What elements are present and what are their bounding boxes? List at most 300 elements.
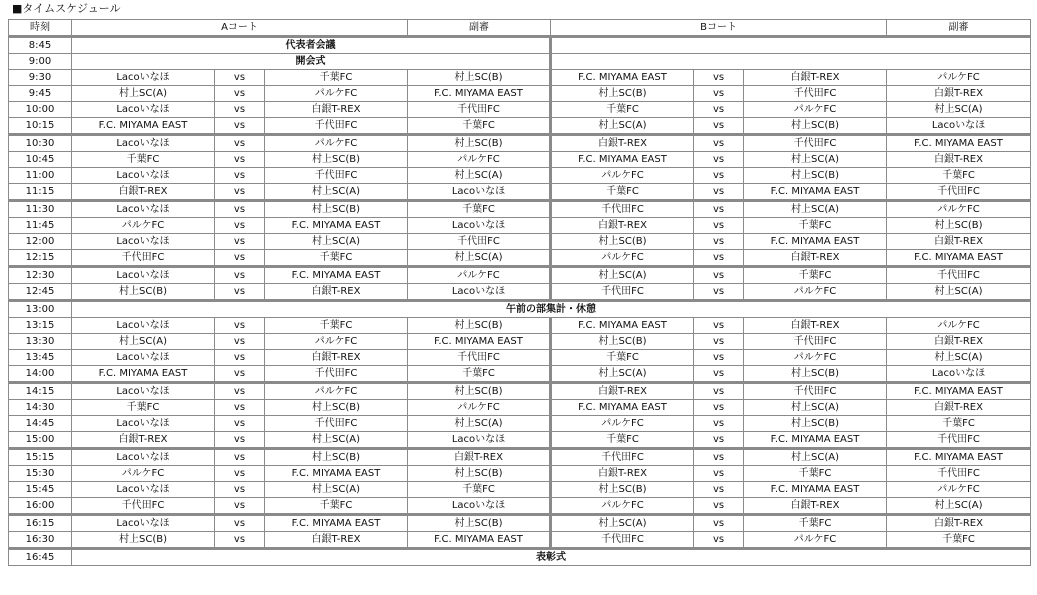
- schedule-row: [9, 201, 1031, 218]
- court-b-team2-cell: パルケFC: [744, 532, 887, 549]
- schedule-row: [9, 152, 1031, 168]
- vs-label: vs: [694, 284, 744, 301]
- court-b-team1-cell: 千葉FC: [551, 432, 694, 449]
- court-a-team2-cell: 千代田FC: [265, 118, 408, 135]
- court-a-team1-cell: Lacoいなほ: [72, 70, 215, 86]
- court-b-team1-cell: F.C. MIYAMA EAST: [551, 152, 694, 168]
- court-b-referee-cell: Lacoいなほ: [887, 366, 1031, 383]
- time-cell: 11:45: [9, 218, 72, 234]
- court-b-team1-cell: 村上SC(B): [551, 86, 694, 102]
- vs-label: vs: [215, 532, 265, 549]
- court-a-referee-cell: 村上SC(A): [408, 250, 551, 267]
- court-a-referee-cell: 千葉FC: [408, 201, 551, 218]
- time-cell: 8:45: [9, 37, 72, 54]
- schedule-row: [9, 267, 1031, 284]
- time-cell: 10:30: [9, 135, 72, 152]
- schedule-row: [9, 383, 1031, 400]
- schedule-row: [9, 498, 1031, 515]
- schedule-row: [9, 70, 1031, 86]
- vs-label: vs: [215, 70, 265, 86]
- court-b-team1-cell: パルケFC: [551, 168, 694, 184]
- vs-label: vs: [215, 267, 265, 284]
- event-cell: 午前の部集計・休憩: [72, 301, 1031, 318]
- court-b-referee-cell: パルケFC: [887, 70, 1031, 86]
- vs-label: vs: [694, 86, 744, 102]
- court-b-referee-cell: 村上SC(A): [887, 102, 1031, 118]
- court-a-team2-cell: 白銀T-REX: [265, 532, 408, 549]
- vs-label: vs: [215, 416, 265, 432]
- court-a-team1-cell: 村上SC(B): [72, 532, 215, 549]
- schedule-row: [9, 482, 1031, 498]
- court-a-team1-cell: Lacoいなほ: [72, 350, 215, 366]
- time-cell: 10:00: [9, 102, 72, 118]
- schedule-row: [9, 284, 1031, 301]
- time-cell: 10:45: [9, 152, 72, 168]
- court-b-referee-cell: 村上SC(A): [887, 284, 1031, 301]
- vs-label: vs: [694, 482, 744, 498]
- time-cell: 14:30: [9, 400, 72, 416]
- court-b-team2-cell: 村上SC(A): [744, 152, 887, 168]
- schedule-row: [9, 466, 1031, 482]
- court-b-referee-cell: 村上SC(B): [887, 218, 1031, 234]
- court-b-team2-cell: 村上SC(A): [744, 400, 887, 416]
- court-a-team1-cell: Lacoいなほ: [72, 168, 215, 184]
- court-a-team1-cell: パルケFC: [72, 218, 215, 234]
- court-b-team1-cell: パルケFC: [551, 250, 694, 267]
- schedule-row: [9, 301, 1031, 318]
- court-a-referee-cell: 村上SC(B): [408, 135, 551, 152]
- vs-label: vs: [215, 201, 265, 218]
- court-a-team2-cell: 千代田FC: [265, 416, 408, 432]
- court-a-referee-cell: F.C. MIYAMA EAST: [408, 86, 551, 102]
- court-a-team1-cell: パルケFC: [72, 466, 215, 482]
- court-a-referee-cell: F.C. MIYAMA EAST: [408, 334, 551, 350]
- court-b-team2-cell: パルケFC: [744, 284, 887, 301]
- schedule-row: [9, 135, 1031, 152]
- court-b-referee-cell: 千葉FC: [887, 532, 1031, 549]
- court-a-team1-cell: 千代田FC: [72, 498, 215, 515]
- time-cell: 15:00: [9, 432, 72, 449]
- court-a-referee-cell: 村上SC(B): [408, 70, 551, 86]
- court-b-referee-cell: F.C. MIYAMA EAST: [887, 383, 1031, 400]
- vs-label: vs: [215, 449, 265, 466]
- vs-label: vs: [694, 234, 744, 250]
- court-a-referee-cell: Lacoいなほ: [408, 184, 551, 201]
- schedule-body: [9, 37, 1031, 566]
- court-b-team2-cell: 千葉FC: [744, 218, 887, 234]
- vs-label: vs: [694, 250, 744, 267]
- court-a-referee-cell: 村上SC(A): [408, 168, 551, 184]
- court-a-team1-cell: 千葉FC: [72, 152, 215, 168]
- vs-label: vs: [215, 334, 265, 350]
- schedule-row: [9, 318, 1031, 334]
- schedule-row: [9, 416, 1031, 432]
- court-b-team2-cell: 白銀T-REX: [744, 70, 887, 86]
- time-cell: 16:45: [9, 549, 72, 566]
- vs-label: vs: [215, 118, 265, 135]
- court-b-team2-cell: F.C. MIYAMA EAST: [744, 184, 887, 201]
- court-b-team2-cell: F.C. MIYAMA EAST: [744, 482, 887, 498]
- schedule-row: [9, 218, 1031, 234]
- header-court-b: Bコート: [551, 20, 887, 37]
- court-b-team1-cell: 千葉FC: [551, 184, 694, 201]
- header-referee-b: 副審: [887, 20, 1031, 37]
- vs-label: vs: [215, 234, 265, 250]
- time-cell: 15:15: [9, 449, 72, 466]
- court-b-team2-cell: 千葉FC: [744, 267, 887, 284]
- vs-label: vs: [694, 118, 744, 135]
- court-b-team1-cell: パルケFC: [551, 498, 694, 515]
- schedule-row: [9, 168, 1031, 184]
- vs-label: vs: [694, 466, 744, 482]
- court-b-referee-cell: 白銀T-REX: [887, 400, 1031, 416]
- court-a-team2-cell: 千葉FC: [265, 70, 408, 86]
- court-a-team1-cell: Lacoいなほ: [72, 515, 215, 532]
- vs-label: vs: [694, 318, 744, 334]
- court-b-team1-cell: 白銀T-REX: [551, 135, 694, 152]
- court-a-team1-cell: F.C. MIYAMA EAST: [72, 366, 215, 383]
- schedule-row: [9, 366, 1031, 383]
- court-b-referee-cell: 千代田FC: [887, 432, 1031, 449]
- court-a-referee-cell: 千代田FC: [408, 102, 551, 118]
- schedule-row: [9, 234, 1031, 250]
- court-b-team1-cell: 村上SC(B): [551, 234, 694, 250]
- time-cell: 16:15: [9, 515, 72, 532]
- court-b-team1-cell: 千葉FC: [551, 102, 694, 118]
- court-a-team1-cell: 村上SC(A): [72, 334, 215, 350]
- court-a-team2-cell: 村上SC(B): [265, 400, 408, 416]
- court-b-team1-cell: 千代田FC: [551, 284, 694, 301]
- court-b-team1-cell: 村上SC(A): [551, 515, 694, 532]
- time-cell: 16:00: [9, 498, 72, 515]
- court-a-team1-cell: Lacoいなほ: [72, 449, 215, 466]
- vs-label: vs: [215, 466, 265, 482]
- vs-label: vs: [694, 383, 744, 400]
- vs-label: vs: [694, 135, 744, 152]
- court-a-team1-cell: Lacoいなほ: [72, 482, 215, 498]
- court-b-team1-cell: F.C. MIYAMA EAST: [551, 400, 694, 416]
- time-cell: 12:00: [9, 234, 72, 250]
- time-cell: 13:30: [9, 334, 72, 350]
- court-b-team2-cell: 村上SC(B): [744, 366, 887, 383]
- vs-label: vs: [694, 532, 744, 549]
- court-a-team2-cell: F.C. MIYAMA EAST: [265, 267, 408, 284]
- court-b-team2-cell: 千葉FC: [744, 466, 887, 482]
- time-cell: 15:30: [9, 466, 72, 482]
- court-a-team2-cell: パルケFC: [265, 135, 408, 152]
- court-b-team2-cell: F.C. MIYAMA EAST: [744, 432, 887, 449]
- vs-label: vs: [694, 432, 744, 449]
- vs-label: vs: [215, 284, 265, 301]
- court-b-empty-cell: [551, 54, 1031, 70]
- schedule-row: [9, 350, 1031, 366]
- header-time: 時刻: [9, 20, 72, 37]
- court-a-referee-cell: Lacoいなほ: [408, 218, 551, 234]
- time-cell: 13:00: [9, 301, 72, 318]
- vs-label: vs: [694, 515, 744, 532]
- court-b-team1-cell: 千代田FC: [551, 449, 694, 466]
- schedule-row: [9, 334, 1031, 350]
- header-row: [9, 20, 1031, 37]
- vs-label: vs: [215, 515, 265, 532]
- court-b-team2-cell: 村上SC(A): [744, 201, 887, 218]
- court-b-referee-cell: 村上SC(A): [887, 350, 1031, 366]
- court-a-team1-cell: 村上SC(A): [72, 86, 215, 102]
- time-cell: 14:00: [9, 366, 72, 383]
- court-b-team2-cell: 白銀T-REX: [744, 498, 887, 515]
- court-a-team2-cell: 村上SC(B): [265, 449, 408, 466]
- court-a-team1-cell: F.C. MIYAMA EAST: [72, 118, 215, 135]
- vs-label: vs: [694, 416, 744, 432]
- vs-label: vs: [215, 482, 265, 498]
- court-b-team1-cell: 村上SC(B): [551, 482, 694, 498]
- vs-label: vs: [215, 152, 265, 168]
- court-b-team2-cell: 千代田FC: [744, 86, 887, 102]
- court-a-team2-cell: 白銀T-REX: [265, 102, 408, 118]
- court-b-team2-cell: F.C. MIYAMA EAST: [744, 234, 887, 250]
- time-cell: 13:15: [9, 318, 72, 334]
- vs-label: vs: [694, 449, 744, 466]
- court-b-team1-cell: パルケFC: [551, 416, 694, 432]
- vs-label: vs: [694, 498, 744, 515]
- court-b-team2-cell: パルケFC: [744, 102, 887, 118]
- court-a-referee-cell: Lacoいなほ: [408, 498, 551, 515]
- schedule-row: [9, 102, 1031, 118]
- court-a-referee-cell: 千葉FC: [408, 366, 551, 383]
- court-a-referee-cell: 千葉FC: [408, 482, 551, 498]
- court-a-team1-cell: 白銀T-REX: [72, 184, 215, 201]
- court-a-team1-cell: Lacoいなほ: [72, 416, 215, 432]
- court-b-referee-cell: 千代田FC: [887, 267, 1031, 284]
- vs-label: vs: [694, 366, 744, 383]
- vs-label: vs: [215, 250, 265, 267]
- court-b-referee-cell: 千代田FC: [887, 184, 1031, 201]
- court-a-team1-cell: 白銀T-REX: [72, 432, 215, 449]
- event-cell: 開会式: [72, 54, 551, 70]
- schedule-table: [8, 19, 1031, 566]
- vs-label: vs: [215, 318, 265, 334]
- court-b-referee-cell: 千葉FC: [887, 416, 1031, 432]
- court-a-team2-cell: 千代田FC: [265, 366, 408, 383]
- court-a-referee-cell: 千代田FC: [408, 234, 551, 250]
- court-b-referee-cell: 白銀T-REX: [887, 152, 1031, 168]
- time-cell: 12:45: [9, 284, 72, 301]
- vs-label: vs: [215, 498, 265, 515]
- vs-label: vs: [215, 366, 265, 383]
- vs-label: vs: [694, 152, 744, 168]
- court-a-team1-cell: 千代田FC: [72, 250, 215, 267]
- court-a-referee-cell: 白銀T-REX: [408, 449, 551, 466]
- vs-label: vs: [215, 350, 265, 366]
- schedule-row: [9, 449, 1031, 466]
- vs-label: vs: [694, 102, 744, 118]
- court-a-referee-cell: 村上SC(A): [408, 416, 551, 432]
- court-b-team2-cell: 千代田FC: [744, 135, 887, 152]
- court-a-referee-cell: 千葉FC: [408, 118, 551, 135]
- court-b-team2-cell: 千代田FC: [744, 383, 887, 400]
- vs-label: vs: [215, 383, 265, 400]
- vs-label: vs: [215, 184, 265, 201]
- schedule-row: [9, 532, 1031, 549]
- court-b-team1-cell: 千葉FC: [551, 350, 694, 366]
- time-cell: 15:45: [9, 482, 72, 498]
- court-a-team2-cell: パルケFC: [265, 383, 408, 400]
- court-a-team1-cell: Lacoいなほ: [72, 318, 215, 334]
- court-b-team2-cell: パルケFC: [744, 350, 887, 366]
- court-b-referee-cell: 白銀T-REX: [887, 334, 1031, 350]
- court-a-team1-cell: Lacoいなほ: [72, 201, 215, 218]
- court-b-referee-cell: 白銀T-REX: [887, 234, 1031, 250]
- court-b-referee-cell: パルケFC: [887, 318, 1031, 334]
- court-b-team2-cell: 村上SC(B): [744, 168, 887, 184]
- court-b-team1-cell: 白銀T-REX: [551, 383, 694, 400]
- court-a-team2-cell: F.C. MIYAMA EAST: [265, 218, 408, 234]
- page-title: ■タイムスケジュール: [12, 2, 121, 15]
- court-a-team2-cell: 白銀T-REX: [265, 350, 408, 366]
- court-b-team2-cell: 千葉FC: [744, 515, 887, 532]
- court-a-referee-cell: パルケFC: [408, 267, 551, 284]
- court-a-team2-cell: F.C. MIYAMA EAST: [265, 466, 408, 482]
- court-b-referee-cell: 白銀T-REX: [887, 86, 1031, 102]
- schedule-row: [9, 515, 1031, 532]
- time-cell: 14:15: [9, 383, 72, 400]
- court-b-referee-cell: F.C. MIYAMA EAST: [887, 250, 1031, 267]
- time-cell: 12:15: [9, 250, 72, 267]
- vs-label: vs: [215, 218, 265, 234]
- court-a-team2-cell: パルケFC: [265, 334, 408, 350]
- court-a-team2-cell: 村上SC(A): [265, 482, 408, 498]
- schedule-row: [9, 184, 1031, 201]
- time-cell: 11:00: [9, 168, 72, 184]
- court-a-referee-cell: 村上SC(B): [408, 515, 551, 532]
- court-a-team1-cell: Lacoいなほ: [72, 102, 215, 118]
- court-a-team2-cell: 村上SC(A): [265, 184, 408, 201]
- court-a-team2-cell: パルケFC: [265, 86, 408, 102]
- time-cell: 11:30: [9, 201, 72, 218]
- vs-label: vs: [215, 102, 265, 118]
- court-a-team1-cell: Lacoいなほ: [72, 135, 215, 152]
- court-b-team2-cell: 白銀T-REX: [744, 318, 887, 334]
- court-b-team2-cell: 村上SC(B): [744, 118, 887, 135]
- court-a-team2-cell: 千葉FC: [265, 498, 408, 515]
- time-cell: 10:15: [9, 118, 72, 135]
- time-cell: 14:45: [9, 416, 72, 432]
- event-cell: 表彰式: [72, 549, 1031, 566]
- vs-label: vs: [694, 267, 744, 284]
- court-a-referee-cell: Lacoいなほ: [408, 284, 551, 301]
- court-a-referee-cell: パルケFC: [408, 400, 551, 416]
- vs-label: vs: [215, 86, 265, 102]
- schedule-row: [9, 549, 1031, 566]
- time-cell: 9:00: [9, 54, 72, 70]
- court-a-referee-cell: 村上SC(B): [408, 318, 551, 334]
- court-b-referee-cell: 白銀T-REX: [887, 515, 1031, 532]
- court-a-team2-cell: 村上SC(B): [265, 152, 408, 168]
- court-a-team1-cell: Lacoいなほ: [72, 234, 215, 250]
- court-a-team2-cell: 村上SC(B): [265, 201, 408, 218]
- court-b-referee-cell: 千代田FC: [887, 466, 1031, 482]
- court-b-team2-cell: 白銀T-REX: [744, 250, 887, 267]
- court-b-team1-cell: 千代田FC: [551, 532, 694, 549]
- court-b-referee-cell: Lacoいなほ: [887, 118, 1031, 135]
- court-a-team1-cell: Lacoいなほ: [72, 383, 215, 400]
- court-b-team1-cell: 白銀T-REX: [551, 218, 694, 234]
- court-a-team2-cell: 千葉FC: [265, 318, 408, 334]
- court-a-team1-cell: Lacoいなほ: [72, 267, 215, 284]
- vs-label: vs: [694, 350, 744, 366]
- vs-label: vs: [694, 400, 744, 416]
- court-a-team2-cell: 千代田FC: [265, 168, 408, 184]
- court-a-team1-cell: 千葉FC: [72, 400, 215, 416]
- vs-label: vs: [215, 135, 265, 152]
- court-b-team1-cell: F.C. MIYAMA EAST: [551, 70, 694, 86]
- time-cell: 12:30: [9, 267, 72, 284]
- header-referee-a: 副審: [408, 20, 551, 37]
- schedule-row: [9, 432, 1031, 449]
- vs-label: vs: [694, 334, 744, 350]
- court-b-team1-cell: F.C. MIYAMA EAST: [551, 318, 694, 334]
- court-b-referee-cell: 村上SC(A): [887, 498, 1031, 515]
- header-court-a: Aコート: [72, 20, 408, 37]
- vs-label: vs: [694, 184, 744, 201]
- time-cell: 16:30: [9, 532, 72, 549]
- court-b-team2-cell: 村上SC(B): [744, 416, 887, 432]
- schedule-row: [9, 54, 1031, 70]
- court-b-referee-cell: 千葉FC: [887, 168, 1031, 184]
- vs-label: vs: [215, 400, 265, 416]
- court-b-referee-cell: パルケFC: [887, 482, 1031, 498]
- vs-label: vs: [694, 168, 744, 184]
- court-a-referee-cell: F.C. MIYAMA EAST: [408, 532, 551, 549]
- court-a-team1-cell: 村上SC(B): [72, 284, 215, 301]
- court-b-referee-cell: パルケFC: [887, 201, 1031, 218]
- court-a-referee-cell: Lacoいなほ: [408, 432, 551, 449]
- court-b-team1-cell: 白銀T-REX: [551, 466, 694, 482]
- court-a-referee-cell: 千代田FC: [408, 350, 551, 366]
- court-a-referee-cell: 村上SC(B): [408, 466, 551, 482]
- court-a-referee-cell: 村上SC(B): [408, 383, 551, 400]
- court-b-team1-cell: 村上SC(A): [551, 267, 694, 284]
- court-b-team2-cell: 千代田FC: [744, 334, 887, 350]
- schedule-row: [9, 86, 1031, 102]
- vs-label: vs: [694, 218, 744, 234]
- vs-label: vs: [215, 432, 265, 449]
- court-a-team2-cell: 千葉FC: [265, 250, 408, 267]
- court-a-team2-cell: 白銀T-REX: [265, 284, 408, 301]
- court-b-team1-cell: 千代田FC: [551, 201, 694, 218]
- court-a-team2-cell: 村上SC(A): [265, 234, 408, 250]
- court-b-team1-cell: 村上SC(B): [551, 334, 694, 350]
- schedule-row: [9, 400, 1031, 416]
- court-a-team2-cell: F.C. MIYAMA EAST: [265, 515, 408, 532]
- court-b-referee-cell: F.C. MIYAMA EAST: [887, 449, 1031, 466]
- court-a-team2-cell: 村上SC(A): [265, 432, 408, 449]
- court-b-referee-cell: F.C. MIYAMA EAST: [887, 135, 1031, 152]
- vs-label: vs: [694, 201, 744, 218]
- event-cell: 代表者会議: [72, 37, 551, 54]
- court-a-referee-cell: パルケFC: [408, 152, 551, 168]
- court-b-empty-cell: [551, 37, 1031, 54]
- vs-label: vs: [215, 168, 265, 184]
- schedule-row: [9, 250, 1031, 267]
- time-cell: 13:45: [9, 350, 72, 366]
- court-b-team1-cell: 村上SC(A): [551, 118, 694, 135]
- court-b-team2-cell: 村上SC(A): [744, 449, 887, 466]
- time-cell: 11:15: [9, 184, 72, 201]
- schedule-row: [9, 118, 1031, 135]
- vs-label: vs: [694, 70, 744, 86]
- court-b-team1-cell: 村上SC(A): [551, 366, 694, 383]
